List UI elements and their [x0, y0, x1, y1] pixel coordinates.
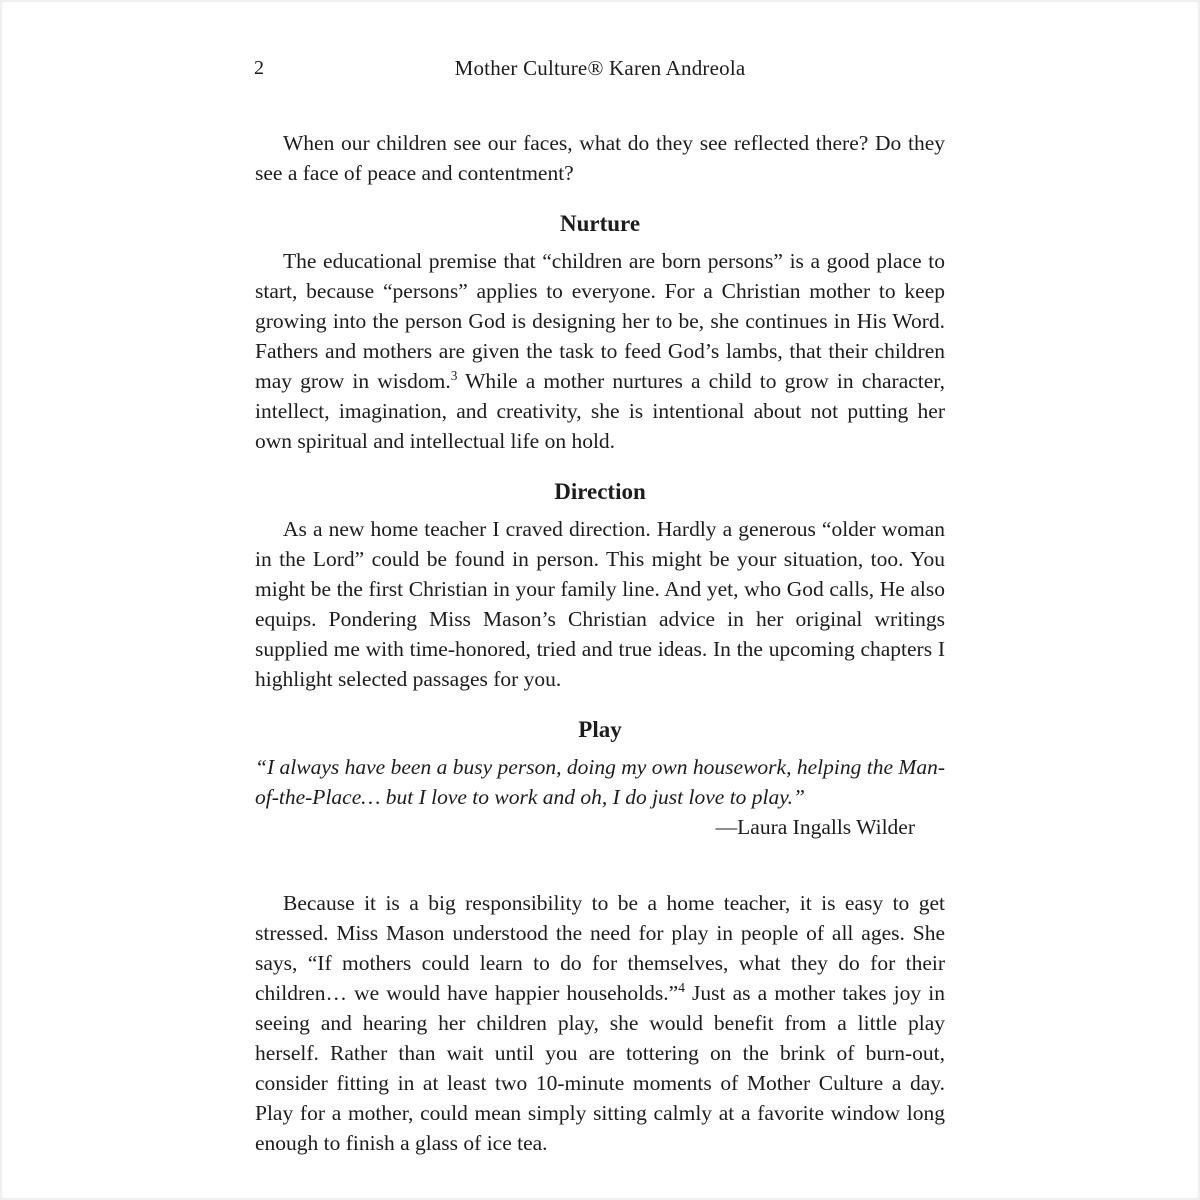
play-paragraph — [255, 888, 945, 1158]
quote-attribution: —Laura Ingalls Wilder — [715, 815, 915, 839]
nurture-text-1: The educational premise that “children are born persons” is a good place to start, because “persons” applies to everyone. For a Christian mother to keep growing into the person God is designing her to be, she continues in His Word. Fathers and mothers are given the task to feed God’s lambs, that their children may grow in wisdom. — [255, 249, 945, 393]
play-quote: “I always have been a busy person, doing my own housework, helping the Man-of-the-Place… but I love to work and oh, I do just love to play.” — [255, 755, 945, 809]
footnote-ref-3: 3 — [450, 367, 458, 383]
heading-direction: Direction — [554, 479, 646, 504]
page-number: 2 — [254, 57, 264, 79]
play-text-2: Just as a mother takes joy in seeing and hearing her children play, she would benefit from a little play herself. Rather than wait until you are tottering on the brink of burn-out, consider fitting in at least two 10-minute moments of Mother Culture a day. Play for a mother, could mean simply sitting calmly at a favorite window long enough to finish a glass of ice tea. — [255, 981, 946, 1155]
page-header — [0, 56, 1200, 84]
nurture-text-2: While a mother nurtures a child to grow in character, intellect, imagination, and creativity, she is intentional about not putting her own spiritual and intellectual life on hold. — [255, 369, 945, 453]
nurture-paragraph — [255, 246, 945, 456]
running-head: Mother Culture® Karen Andreola — [454, 56, 746, 80]
page-content — [255, 128, 945, 1158]
footnote-ref-4: 4 — [678, 979, 685, 995]
intro-paragraph: When our children see our faces, what do they see reflected there? Do they see a face of peace and contentment? — [255, 131, 945, 185]
heading-play: Play — [578, 717, 622, 742]
heading-nurture: Nurture — [559, 211, 641, 236]
direction-paragraph: As a new home teacher I craved direction. Hardly a generous “older woman in the Lord” could be found in person. This might be your situation, too. You might be the first Christian in your family line. And yet, who God calls, He also equips. Pondering Miss Mason’s Christian advice in her original writings supplied me with time-honored, tried and true ideas. In the upcoming chapters I highlight selected passages for you. — [255, 517, 945, 691]
play-text-1: Because it is a big responsibility to be a home teacher, it is easy to get stressed. Miss Mason understood the need for play in people of all ages. She says, “If mothers could learn to do for themselves, what they do for their children… we would have happier households.” — [255, 891, 945, 1005]
